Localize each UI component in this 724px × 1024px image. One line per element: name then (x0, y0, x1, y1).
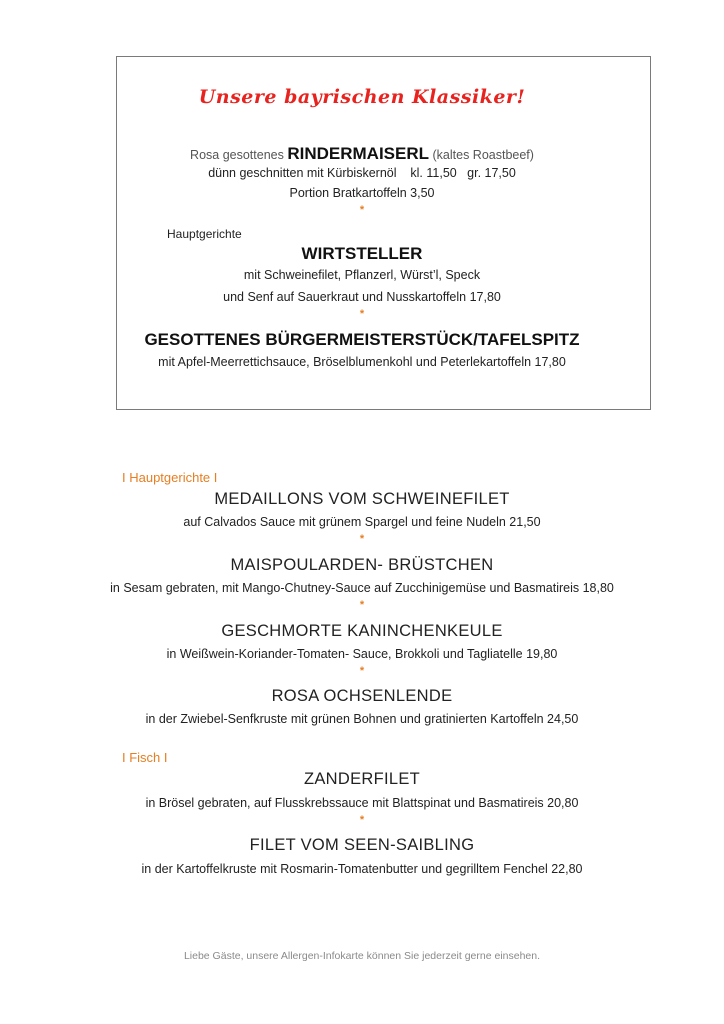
dish-name: MEDAILLONS VOM SCHWEINEFILET (214, 490, 510, 508)
wirtsteller-name: WIRTSTELLER (301, 244, 423, 263)
rindermaiserl-side: Portion Bratkartoffeln 3,50 (289, 186, 435, 200)
allergen-footer-note: Liebe Gäste, unsere Allergen-Infokarte können Sie jederzeit gerne einsehen. (183, 950, 541, 962)
dish-description: auf Calvados Sauce mit grünem Spargel und feine Nudeln 21,50 (183, 515, 541, 529)
dish-name: FILET VOM SEEN-SAIBLING (249, 836, 475, 854)
wirtsteller-desc-2: und Senf auf Sauerkraut und Nusskartoffeln 17,80 (223, 290, 501, 304)
dish-description: in Weißwein-Koriander-Tomaten- Sauce, Brokkoli und Tagliatelle 19,80 (166, 647, 558, 661)
rindermaiserl-line (0, 144, 724, 164)
dish-description: in der Kartoffelkruste mit Rosmarin-Tomatenbutter und gegrilltem Fenchel 22,80 (141, 862, 583, 876)
classics-title: Unsere bayrischen Klassiker! (198, 86, 526, 108)
section-heading-hauptgerichte: I Hauptgerichte I (122, 470, 218, 485)
tafelspitz-desc: mit Apfel-Meerrettichsauce, Bröselblumenkohl und Peterlekartoffeln 17,80 (158, 355, 566, 369)
rindermaiserl-desc: dünn geschnitten mit Kürbiskernöl kl. 11,50 gr. 17,50 (208, 166, 516, 180)
separator-star: * (359, 308, 365, 320)
dish-name: ROSA OCHSENLENDE (271, 687, 453, 705)
dish-description: in Sesam gebraten, mit Mango-Chutney-Sauce auf Zucchinigemüse und Basmatireis 18,80 (110, 581, 614, 595)
separator-star: * (359, 533, 365, 545)
hauptgerichte-label: Hauptgerichte (167, 227, 242, 241)
rindermaiserl-name: RINDERMAISERL (287, 144, 430, 163)
wirtsteller-desc-1: mit Schweinefilet, Pflanzerl, Würst’l, Speck (243, 268, 481, 282)
dish-name: GESCHMORTE KANINCHENKEULE (221, 622, 503, 640)
rindermaiserl-prefix: Rosa gesottenes (190, 148, 284, 162)
rindermaiserl-suffix: (kaltes Roastbeef) (432, 148, 534, 162)
tafelspitz-name: GESOTTENES BÜRGERMEISTERSTÜCK/TAFELSPITZ (144, 330, 580, 349)
dish-description: in Brösel gebraten, auf Flusskrebssauce mit Blattspinat und Basmatireis 20,80 (145, 796, 579, 810)
section-heading-fisch: I Fisch I (122, 750, 168, 765)
separator-star: * (359, 204, 365, 216)
dish-name: ZANDERFILET (303, 770, 421, 788)
separator-star: * (359, 665, 365, 677)
dish-name: MAISPOULARDEN- BRÜSTCHEN (230, 556, 494, 574)
separator-star: * (359, 814, 365, 826)
dish-description: in der Zwiebel-Senfkruste mit grünen Bohnen und gratinierten Kartoffeln 24,50 (145, 712, 579, 726)
separator-star: * (359, 599, 365, 611)
